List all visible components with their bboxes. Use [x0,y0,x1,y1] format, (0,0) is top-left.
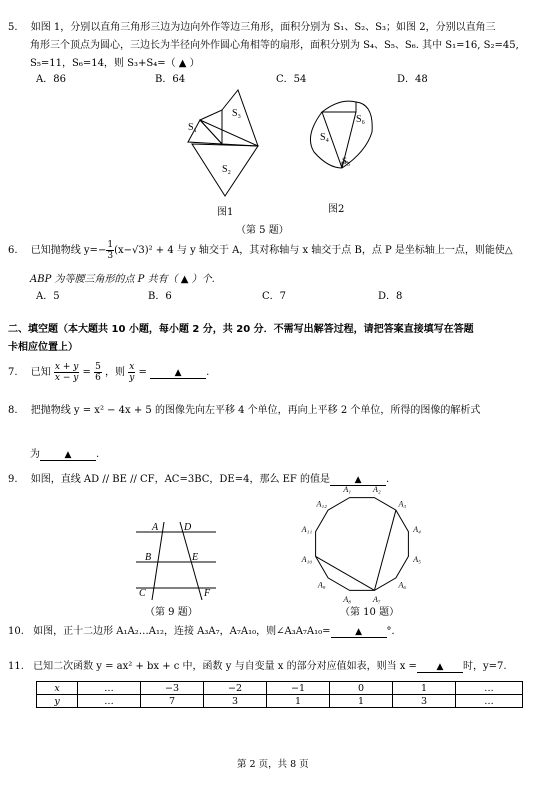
q7-line: 7. 已知 $\frac{x + y}{x - y}$ = $\frac{5}{6}$ ，则 $\frac{x}{y}$ = ▲ . [8,362,210,383]
q7-number: 7. [8,367,18,378]
q9-label-a: A [152,522,159,533]
q10-vertex-label: A₄ [413,525,421,535]
q10-answer-blank[interactable]: ▲ [331,627,387,638]
q5-figure-1 [170,84,280,214]
q5-text-1: 如图 1，分别以直角三角形三边为边向外作等边三角形，面积分别为 S₁、S₂、S₃；如图 2，分别以直角三 [30,22,496,33]
q6-text-b: (x−√3)² + 4 与 y 轴交于 A，其对称轴与 x 轴交于点 B，点 P 是坐标轴上一点，则能使△ [114,245,513,256]
q7-answer-blank[interactable]: ▲ [150,368,206,379]
q9-label-e: E [192,552,199,563]
fig1-label-s2: S₂ [222,164,232,175]
q9-label-c: C [139,588,146,599]
fig2-label-s6: S₆ [356,114,366,125]
q11-value-table [36,681,523,708]
table-row: x … −3 −2 −1 0 1 … [37,682,523,695]
q10-vertex-label: A₁₂ [316,499,327,509]
fig2-caption: 图2 [328,204,345,215]
q10-vertex-label: A₁₀ [301,554,313,564]
q5-option-c: C．54 [276,74,307,85]
q5-option-b: B．64 [155,74,186,85]
fig2-label-s5: S₅ [342,156,351,166]
page-footer: 第 2 页，共 8 页 [237,759,309,770]
q5-option-a: A．86 [36,74,66,85]
q5-text-2: 角形三个顶点为圆心，三边长为半径向外作圆心角相等的扇形，面积分别为 S₄、S₅、S₆. 其中 S₁=16, S₂=45, [30,40,519,51]
q7-fraction-2: $\frac{5}{6}$ [95,362,101,383]
q9-text: 如图，直线 AD // BE // CF，AC=3BC，DE=4，那么 EF 的值是 [30,474,331,485]
q5-number: 5. [8,22,18,33]
q9-label-b: B [145,552,152,563]
q6-option-b: B．6 [148,291,172,302]
section-2-title-2: 卡相应位置上） [8,342,78,353]
q10-vertex-label: A₆ [398,580,407,590]
fig1-label-s1: S₁ [188,122,198,133]
q10-vertex-label: A₅ [413,554,421,564]
q8-line1 [8,401,480,416]
q6-text-a: 已知抛物线 y=− [30,245,107,256]
q8-number: 8. [8,405,18,416]
q10-vertex-label: A₁ [343,484,352,494]
q6-number: 6. [8,245,18,256]
q10-text: 如图，正十二边形 A₁A₂…A₁₂，连接 A₃A₇，A₇A₁₀，则∠A₃A₇A₁₀= [33,626,331,637]
q11-line: 11. 已知二次函数 y = ax² + bx + c 中，函数 y 与自变量 x 的部分对应值如表，则当 x = ▲ 时，y=7. [8,661,507,672]
q10-number: 10. [8,626,24,637]
q9-line: 9. 如图，直线 AD // BE // CF，AC=3BC，DE=4，那么 EF 的值是 ▲ . [8,474,390,485]
q10-line: 10. 如图，正十二边形 A₁A₂…A₁₂，连接 A₃A₇，A₇A₁₀，则∠A₃A₇A₁₀= ▲ °． [8,626,402,637]
q10-vertex-label: A₉ [317,580,326,590]
q6-text-2: ABP 为等腰三角形的点 P 共有（ ▲ ）个. [30,274,215,285]
q11-number: 11. [8,661,24,672]
q8-answer-blank[interactable]: ▲ [40,450,96,461]
q6-line1 [8,240,513,261]
q5-figure-caption: （第 5 题） [236,225,289,236]
q5-line1 [8,18,496,33]
q6-fraction: $\frac{1}{3}$ [107,240,114,261]
q5-text-3: S₅=11，S₆=14，则 S₃+S₄=（ ▲ ） [30,58,200,69]
q8-text-1: 把抛物线 y = x² − 4x + 5 的图像先向左平移 4 个单位，再向上平移 2 个单位，所得的图像的解析式 [30,405,481,416]
section-2-title-1: 二、填空题（本大题共 10 小题，每小题 2 分，共 20 分．不需写出解答过程，请把答案直接填写在答题 [8,324,474,335]
q5-option-d: D．48 [397,74,428,85]
q10-caption: （第 10 题） [340,607,400,618]
q10-vertex-label: A₈ [343,595,352,605]
q6-option-c: C．7 [262,291,287,302]
q7-fraction-3: $\frac{x}{y}$ [129,362,135,383]
q11-text: 已知二次函数 y = ax² + bx + c 中，函数 y 与自变量 x 的部分对应值如表，则当 x = [33,661,417,672]
q10-figure [300,482,424,606]
q9-number: 9. [8,474,18,485]
fig1-label-s3: S₃ [232,108,242,119]
q9-label-d: D [184,522,192,533]
q10-vertex-label: A₁₁ [301,525,313,535]
table-row: y … 7 3 1 1 3 … [37,695,523,708]
fig2-label-s4: S₄ [320,132,330,143]
fig1-caption: 图1 [217,207,234,218]
q6-option-d: D．8 [378,291,403,302]
q10-vertex-label: A₃ [398,499,407,509]
q8-line2: 为 ▲ . [30,449,100,460]
q7-fraction-1: $\frac{x + y}{x - y}$ [54,362,79,383]
q9-answer-blank[interactable]: ▲ [330,475,386,486]
q9-figure [128,518,228,604]
q10-vertex-label: A₂ [372,484,381,494]
q11-answer-blank[interactable]: ▲ [417,662,463,673]
q10-vertex-label: A₇ [372,595,381,605]
q9-caption: （第 9 题） [145,607,198,618]
q9-label-f: F [204,588,211,599]
q5-figure-2 [298,92,380,196]
q6-option-a: A．5 [36,291,60,302]
q7-text-a: 已知 [30,367,51,378]
